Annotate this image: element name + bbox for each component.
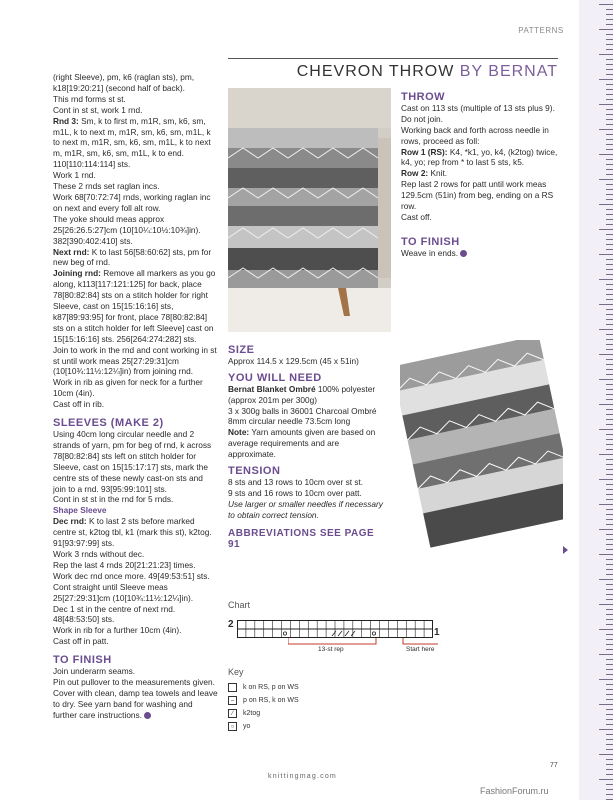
ruler-tick [599, 504, 613, 505]
title-main: CHEVRON THROW [296, 63, 455, 80]
ruler-tick [599, 604, 613, 605]
ruler-tick [599, 554, 613, 555]
para: Cast off. [401, 211, 432, 222]
row1-label: Row 1 (RS): [401, 146, 448, 157]
ruler-tick [599, 204, 613, 205]
ruler-tick [606, 324, 613, 325]
ruler-tick [599, 104, 613, 105]
ruler-tick [606, 599, 613, 600]
next-text: K to last 56[58:60:62] sts, pm for new beg of rnd. [53, 246, 212, 268]
ruler-tick [606, 474, 613, 475]
chart-key [228, 667, 428, 731]
ruler-tick [606, 539, 613, 540]
ruler-tick [606, 214, 613, 215]
ruler-tick [606, 64, 613, 65]
title-rule [228, 58, 558, 59]
ruler-tick [606, 524, 613, 525]
ruler-tick [599, 79, 613, 80]
ruler-tick [606, 359, 613, 360]
ruler-tick [606, 494, 613, 495]
ruler-tick [606, 334, 613, 335]
ruler-tick [606, 234, 613, 235]
ruler-tick [606, 659, 613, 660]
ruler-tick [606, 369, 613, 370]
ruler-tick [606, 224, 613, 225]
ruler-tick [599, 679, 613, 680]
ruler-tick [606, 384, 613, 385]
ruler-tick [606, 674, 613, 675]
ruler-tick [606, 519, 613, 520]
para: Cont in st st in the rnd for 5 rnds. [53, 494, 174, 505]
next-rnd [53, 247, 218, 269]
f2-text: Pin out pullover to the measurements given. Cover with clean, damp tea towels and leave to dry. See yarn band for washing and further care instructions. [53, 676, 218, 720]
ruler-tick [599, 254, 613, 255]
ruler-tick [599, 329, 613, 330]
ruler-tick [606, 499, 613, 500]
ruler-tick [606, 169, 613, 170]
watermark: FashionForum.ru [480, 786, 549, 796]
para: Use larger or smaller needles if necessary to obtain correct tension. [228, 498, 383, 520]
para: Work in rib as given for neck for a further 10cm (4in). [53, 377, 203, 399]
key-item-yo [228, 722, 428, 731]
ruler-tick [606, 374, 613, 375]
rnd3 [53, 116, 218, 171]
ruler-tick [606, 469, 613, 470]
ruler-tick [606, 734, 613, 735]
ruler-tick [606, 14, 613, 15]
ruler-tick [606, 439, 613, 440]
circle-square-icon: ○ [228, 722, 237, 731]
para [53, 677, 218, 721]
brand: Bernat Blanket Ombré [228, 383, 316, 394]
ruler-tick [606, 274, 613, 275]
ruler-tick [606, 19, 613, 20]
ruler-tick [606, 784, 613, 785]
ruler-tick [599, 429, 613, 430]
side-ruler [579, 0, 613, 800]
next-label: Next rnd: [53, 246, 90, 257]
key-item-knit [228, 683, 428, 692]
title-by: BY BERNAT [459, 63, 558, 80]
abbreviations-link[interactable]: ABBREVIATIONS SEE PAGE 91 [228, 527, 375, 550]
para: Work 3 rnds without dec. [53, 548, 145, 559]
ruler-tick [606, 764, 613, 765]
row2 [401, 168, 559, 179]
ruler-tick [599, 629, 613, 630]
ruler-tick [606, 724, 613, 725]
para: Work 1 rnd. [53, 170, 96, 181]
ruler-tick [606, 314, 613, 315]
ruler-tick [606, 714, 613, 715]
ruler-tick [606, 569, 613, 570]
ruler-tick [606, 614, 613, 615]
dec-text: K to last 2 sts before marked centre st, k2tog tbl, k1 (mark this st), k2tog. 91[93:97:99] sts. [53, 516, 212, 549]
middle-column [228, 345, 388, 550]
chart-row-2: 2 [228, 619, 234, 630]
ruler-tick [606, 144, 613, 145]
ruler-tick [599, 279, 613, 280]
ruler-tick [606, 774, 613, 775]
ruler-tick [606, 584, 613, 585]
ruler-tick [606, 109, 613, 110]
para: (right Sleeve), pm, k6 (raglan sts), pm, k18[19:20:21] (second half of back). [53, 72, 195, 93]
ruler-tick [606, 619, 613, 620]
yarn-ball-icon [460, 250, 467, 257]
ruler-tick [599, 579, 613, 580]
ruler-tick [606, 589, 613, 590]
ruler-tick [606, 444, 613, 445]
para: Working back and forth across needle in rows, proceed as foll: [401, 124, 549, 146]
ruler-tick [606, 59, 613, 60]
need-brand [228, 384, 388, 406]
para: 3 x 300g balls in 36001 Charcoal Ombré [228, 405, 377, 416]
ruler-tick [606, 549, 613, 550]
ruler-tick [606, 189, 613, 190]
ruler-tick [606, 339, 613, 340]
rnd3-text: Sm, k to first m, m1R, sm, k6, sm, m1L, k to next m, m1R, sm, k6, sm, m1L, k to next m, m1R, sm, k6, sm, m1L, k to next m, m1R, sm, k6, sm, m1L, k to end. 110[110:114:114] sts. [53, 115, 211, 170]
ruler-tick [606, 99, 613, 100]
ruler-tick [606, 389, 613, 390]
note-label: Note: [228, 427, 250, 438]
chart-label: Chart [228, 600, 251, 610]
slash-square-icon: ⁄ [228, 709, 237, 718]
ruler-tick [606, 694, 613, 695]
rnd3-label: Rnd 3: [53, 115, 79, 126]
ruler-tick [606, 89, 613, 90]
ruler-tick [606, 424, 613, 425]
ruler-tick [606, 349, 613, 350]
repeat-label: 13-st rep [318, 646, 344, 653]
ruler-tick [599, 404, 613, 405]
page-number: 77 [550, 762, 558, 769]
throw-flat-photo [400, 340, 563, 548]
ruler-tick [599, 54, 613, 55]
key-item-purl [228, 696, 428, 705]
ruler-tick [606, 239, 613, 240]
ruler-tick [606, 464, 613, 465]
ruler-tick [606, 249, 613, 250]
ruler-tick [606, 644, 613, 645]
ruler-tick [606, 199, 613, 200]
ruler-tick [606, 394, 613, 395]
size-heading: SIZE [228, 344, 255, 356]
ruler-tick [599, 704, 613, 705]
ruler-tick [606, 684, 613, 685]
need1: 100% polyester (approx 201m per 300g) [228, 383, 376, 405]
shape-sleeve-heading: Shape Sleeve [53, 505, 107, 516]
ruler-tick [606, 509, 613, 510]
ruler-tick [599, 229, 613, 230]
ruler-tick [606, 624, 613, 625]
key-yo-label: yo [243, 723, 251, 730]
para: Cont straight until Sleeve meas 25[27:29:31]cm (10[10¾:11½:12¼]in). [53, 581, 194, 603]
throw-heading: THROW [401, 91, 446, 103]
key-heading: Key [228, 667, 244, 677]
ruler-tick [606, 159, 613, 160]
ruler-tick [606, 544, 613, 545]
ruler-tick [606, 434, 613, 435]
para: Join underarm seams. [53, 666, 136, 677]
start-here-label: Start here [406, 646, 435, 653]
join-text: Remove all markers as you go along, k113[117:121:125] for back, place 78[80:82:84] sts on a stitch holder for right Sleeve, cast on 15[15:16:16] sts, k87[89:93:95] for front, place 78[80:82:84] sts on a stitch holder for left Sleeve] cast on 15[15:16:16] sts. 256[264:274:282] sts. [53, 268, 216, 344]
ruler-tick [606, 649, 613, 650]
ruler-tick [606, 119, 613, 120]
ruler-tick [606, 114, 613, 115]
dash-square-icon: – [228, 696, 237, 705]
page-title [228, 63, 558, 81]
ruler-tick [606, 149, 613, 150]
ruler-tick [606, 699, 613, 700]
ruler-tick [606, 134, 613, 135]
ruler-tick [606, 24, 613, 25]
ruler-tick [606, 534, 613, 535]
ruler-tick [606, 409, 613, 410]
ruler-tick [606, 564, 613, 565]
ruler-tick [606, 244, 613, 245]
ruler-tick [606, 489, 613, 490]
key-item-k2tog [228, 709, 428, 718]
para: Cast on 113 sts (multiple of 13 sts plus 9). [401, 102, 555, 113]
ruler-tick [606, 749, 613, 750]
para: 9 sts and 16 rows to 10cm over patt. [228, 487, 362, 498]
finish-heading-right: TO FINISH [401, 235, 460, 248]
para: 8mm circular needle 73.5cm long [228, 416, 351, 427]
ruler-tick [606, 309, 613, 310]
ruler-tick [606, 284, 613, 285]
ruler-tick [606, 794, 613, 795]
ruler-tick [599, 304, 613, 305]
ruler-tick [606, 459, 613, 460]
row2-text: Knit. [430, 168, 448, 179]
para: Cast off in patt. [53, 636, 109, 647]
para: Work dec rnd once more. 49[49:53:51] sts. [53, 570, 210, 581]
ruler-tick [606, 124, 613, 125]
ruler-tick [606, 364, 613, 365]
key-knit-label: k on RS, p on WS [243, 684, 299, 691]
ruler-tick [599, 4, 613, 5]
ruler-tick [606, 299, 613, 300]
ruler-tick [606, 209, 613, 210]
row1-text: K4, *k1, yo, k4, (k2tog) twice, k4, yo; rep from * to last 5 sts, k5. [401, 146, 558, 168]
ruler-tick [606, 264, 613, 265]
ruler-tick [606, 609, 613, 610]
tension-heading: TENSION [228, 465, 281, 478]
row2-label: Row 2: [401, 168, 429, 179]
ruler-tick [606, 344, 613, 345]
ruler-tick [606, 174, 613, 175]
blank-square-icon [228, 683, 237, 692]
joining-rnd [53, 268, 218, 344]
finish-body: Weave in ends. [401, 247, 459, 258]
ruler-tick [606, 49, 613, 50]
ruler-tick [606, 639, 613, 640]
join-label: Joining rnd: [53, 268, 101, 279]
ruler-tick [606, 689, 613, 690]
para: Cast off in rib. [53, 399, 105, 410]
ruler-tick [606, 449, 613, 450]
ruler-tick [606, 719, 613, 720]
throw-illustration [400, 340, 563, 548]
para: This rnd forms st st. [53, 93, 126, 104]
section-tab: PATTERNS [518, 26, 564, 35]
ruler-tick [606, 44, 613, 45]
ruler-tick [606, 219, 613, 220]
ruler-tick [606, 594, 613, 595]
ruler-tick [606, 664, 613, 665]
row1 [401, 147, 559, 169]
you-will-need-heading: YOU WILL NEED [228, 371, 322, 384]
ruler-tick [606, 139, 613, 140]
ruler-tick [599, 179, 613, 180]
ruler-tick [606, 39, 613, 40]
knitting-chart [228, 618, 443, 658]
footer-site: knittingmag.com [268, 773, 337, 780]
ruler-tick [606, 559, 613, 560]
ruler-tick [606, 164, 613, 165]
chart-row-1: 1 [434, 627, 440, 638]
para: Do not join. [401, 113, 443, 124]
ruler-tick [599, 29, 613, 30]
ruler-tick [606, 574, 613, 575]
ruler-tick [606, 399, 613, 400]
ruler-tick [606, 84, 613, 85]
para: Work 68[70:72:74] rnds, working raglan inc on next and every foll alt row. [53, 191, 211, 213]
sleeves-heading: SLEEVES (MAKE 2) [53, 417, 164, 430]
dec-rnd [53, 516, 218, 549]
ruler-tick [599, 454, 613, 455]
ruler-tick [606, 294, 613, 295]
para: Cont in st st, work 1 rnd. [53, 104, 143, 115]
finish-heading-left: TO FINISH [53, 654, 112, 667]
ruler-tick [606, 34, 613, 35]
ruler-tick [606, 759, 613, 760]
ruler-tick [599, 654, 613, 655]
ruler-tick [606, 739, 613, 740]
ruler-tick [606, 789, 613, 790]
finish-text [401, 248, 559, 259]
para: Work in rib for a further 10cm (4in). [53, 625, 182, 636]
sofa-illustration [228, 88, 391, 332]
yarn-ball-icon [144, 712, 151, 719]
ruler-tick [606, 269, 613, 270]
dec-label: Dec rnd: [53, 516, 87, 527]
ruler-tick [606, 9, 613, 10]
note [228, 427, 388, 460]
key-purl-label: p on RS, k on WS [243, 697, 299, 704]
left-column [53, 72, 218, 721]
ruler-tick [599, 529, 613, 530]
ruler-tick [599, 754, 613, 755]
ruler-tick [606, 184, 613, 185]
para: Using 40cm long circular needle and 2 strands of yarn, pm for beg of rnd, k across 78[80:82:84] sts left on stitch holder for Sleeve, cast on 15[15:17:17] sts, mark the centre sts of these newly cast-on sts and join to a rnd. 93[95:99:101] sts. [53, 429, 212, 494]
para: Rep last 2 rows for patt until work meas 129.5cm (51in) from beg, ending on a RS row. [401, 179, 554, 212]
ruler-tick [606, 744, 613, 745]
ruler-tick [606, 669, 613, 670]
ruler-tick [606, 319, 613, 320]
para: These 2 rnds set raglan incs. [53, 181, 160, 192]
ruler-tick [606, 194, 613, 195]
ruler-tick [606, 259, 613, 260]
ruler-tick [606, 414, 613, 415]
ruler-tick [606, 514, 613, 515]
size-text: Approx 114.5 x 129.5cm (45 x 51in) [228, 355, 359, 366]
ruler-tick [599, 354, 613, 355]
ruler-tick [599, 729, 613, 730]
chart-grid [237, 620, 433, 638]
para: Dec 1 st in the centre of next rnd. 48[48:53:50] sts. [53, 603, 176, 625]
ruler-tick [606, 74, 613, 75]
para: Rep the last 4 rnds 20[21:21:23] times. [53, 559, 196, 570]
ruler-tick [599, 129, 613, 130]
ruler-tick [606, 484, 613, 485]
ruler-tick [606, 709, 613, 710]
ruler-tick [606, 69, 613, 70]
right-column [401, 92, 559, 259]
ruler-tick [599, 479, 613, 480]
ruler-tick [606, 94, 613, 95]
note-text: Yarn amounts given are based on average requirements and are approximate. [228, 427, 376, 460]
key-k2tog-label: k2tog [243, 710, 261, 717]
ruler-tick [599, 154, 613, 155]
ruler-tick [606, 769, 613, 770]
para: The yoke should meas approx 25[26:26.5:27]cm (10[10¼:10½:10¾]in). 382[390:402:410] sts. [53, 213, 201, 246]
ruler-tick [606, 634, 613, 635]
ruler-tick [606, 419, 613, 420]
ruler-tick [606, 289, 613, 290]
next-page-arrow-icon[interactable] [563, 546, 568, 554]
throw-sofa-photo [228, 88, 391, 332]
ruler-tick [599, 379, 613, 380]
para: Join to work in the rnd and cont working in st st until work meas 25[27:29:31]cm (10[10¾:11½:12¼]in) from joining rnd. [53, 344, 217, 377]
para: 8 sts and 13 rows to 10cm over st st. [228, 476, 364, 487]
ruler-tick [599, 779, 613, 780]
